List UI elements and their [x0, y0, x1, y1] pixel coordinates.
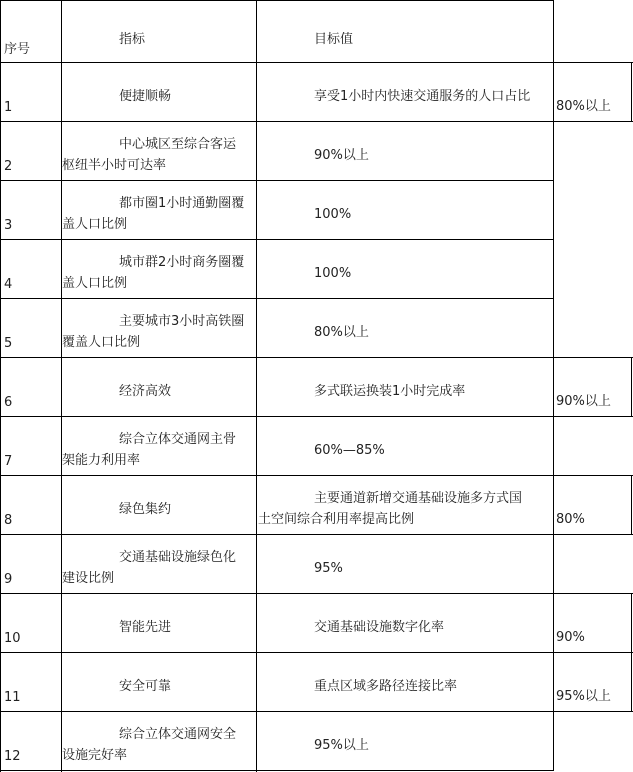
row-seq: 11	[4, 690, 21, 705]
row-indicator-line1: 综合立体交通网安全	[119, 727, 237, 742]
header-indicator: 指标	[119, 32, 146, 47]
row-seq: 6	[4, 395, 13, 410]
row-bottom-border	[0, 298, 554, 299]
row-indicator-line1: 交通基础设施绿色化	[119, 550, 237, 565]
row-indicator: 绿色集约	[119, 502, 172, 517]
row-right-border	[553, 711, 554, 770]
row-right-border	[553, 534, 554, 593]
row-right-border	[553, 357, 554, 416]
extra-top-border	[553, 652, 633, 653]
row-bottom-border	[0, 416, 633, 417]
row-indicator-line2: 枢纽半小时可达率	[62, 158, 167, 173]
row-bottom-border	[0, 711, 633, 712]
extra-top-border	[553, 475, 633, 476]
row-indicator-line2: 建设比例	[62, 571, 115, 586]
row-right-border	[553, 62, 554, 121]
row-indicator-line1: 主要城市3小时高铁圈	[119, 314, 245, 329]
header-seq: 序号	[4, 42, 31, 57]
row-seq: 9	[4, 572, 13, 587]
row-right-border	[553, 416, 554, 475]
row-indicator: 智能先进	[119, 620, 172, 635]
extra-top-border	[553, 62, 633, 63]
row-extra-value: 90%以上	[556, 394, 611, 409]
extra-right-border	[631, 62, 632, 121]
extra-right-border	[631, 652, 632, 711]
extra-top-border	[553, 593, 633, 594]
col-divider-indicator	[256, 0, 257, 772]
row-indicator-line2: 覆盖人口比例	[62, 335, 141, 350]
row-bottom-border	[0, 475, 633, 476]
header-bottom-border	[0, 62, 554, 63]
row-target: 重点区域多路径连接比率	[314, 679, 458, 694]
row-seq: 5	[4, 336, 13, 351]
row-target-line1: 主要通道新增交通基础设施多方式国	[314, 491, 523, 506]
row-bottom-border	[0, 593, 633, 594]
extra-right-border	[631, 593, 632, 652]
row-bottom-border	[0, 121, 633, 122]
row-seq: 7	[4, 454, 13, 469]
row-indicator-line1: 中心城区至综合客运	[119, 137, 237, 152]
row-bottom-border	[0, 239, 554, 240]
col-divider-seq	[61, 0, 62, 772]
row-bottom-border	[0, 180, 554, 181]
header-target: 目标值	[314, 32, 354, 47]
header-top-border	[0, 0, 554, 1]
row-bottom-border	[0, 357, 633, 358]
left-border	[0, 0, 1, 772]
extra-top-border	[553, 357, 633, 358]
row-target: 80%以上	[314, 325, 369, 340]
row-bottom-border	[0, 652, 633, 653]
row-extra-value: 80%	[556, 512, 585, 527]
row-indicator-line1: 城市群2小时商务圈覆	[119, 255, 245, 270]
row-seq: 12	[4, 749, 21, 764]
row-indicator: 经济高效	[119, 384, 172, 399]
row-target: 95%	[314, 561, 343, 576]
row-right-border	[553, 475, 554, 534]
row-seq: 4	[4, 277, 13, 292]
row-right-border	[553, 593, 554, 652]
row-indicator: 安全可靠	[119, 679, 172, 694]
row-target: 100%	[314, 266, 352, 281]
row-target: 60%—85%	[314, 443, 385, 458]
row-indicator-line1: 都市圈1小时通勤圈覆	[119, 196, 245, 211]
extra-right-border	[631, 475, 632, 534]
row-right-border	[553, 239, 554, 298]
row-extra-value: 80%以上	[556, 99, 611, 114]
row-target: 100%	[314, 207, 352, 222]
row-target-line2: 土空间综合利用率提高比例	[258, 512, 415, 527]
row-extra-value: 95%以上	[556, 689, 611, 704]
row-target: 享受1小时内快速交通服务的人口占比	[314, 89, 531, 104]
row-bottom-border	[0, 534, 633, 535]
row-right-border	[553, 298, 554, 357]
row-seq: 2	[4, 159, 13, 174]
row-right-border	[553, 652, 554, 711]
row-seq: 3	[4, 218, 13, 233]
row-indicator-line2: 设施完好率	[62, 748, 128, 763]
row-right-border	[553, 121, 554, 180]
row-extra-value: 90%	[556, 630, 585, 645]
row-target: 多式联运换装1小时完成率	[314, 384, 466, 399]
row-seq: 8	[4, 513, 13, 528]
row-indicator-line2: 盖人口比例	[62, 276, 128, 291]
row-bottom-border	[0, 770, 554, 771]
row-target: 90%以上	[314, 148, 369, 163]
row-indicator-line1: 综合立体交通网主骨	[119, 432, 237, 447]
row-right-border	[553, 180, 554, 239]
row-target: 交通基础设施数字化率	[314, 620, 445, 635]
row-indicator-line2: 架能力利用率	[62, 453, 141, 468]
extra-right-border	[631, 357, 632, 416]
row-indicator: 便捷顺畅	[119, 89, 172, 104]
header-right-border	[553, 0, 554, 62]
row-seq: 1	[4, 100, 13, 115]
row-indicator-line2: 盖人口比例	[62, 217, 128, 232]
row-seq: 10	[4, 631, 21, 646]
row-target: 95%以上	[314, 738, 369, 753]
